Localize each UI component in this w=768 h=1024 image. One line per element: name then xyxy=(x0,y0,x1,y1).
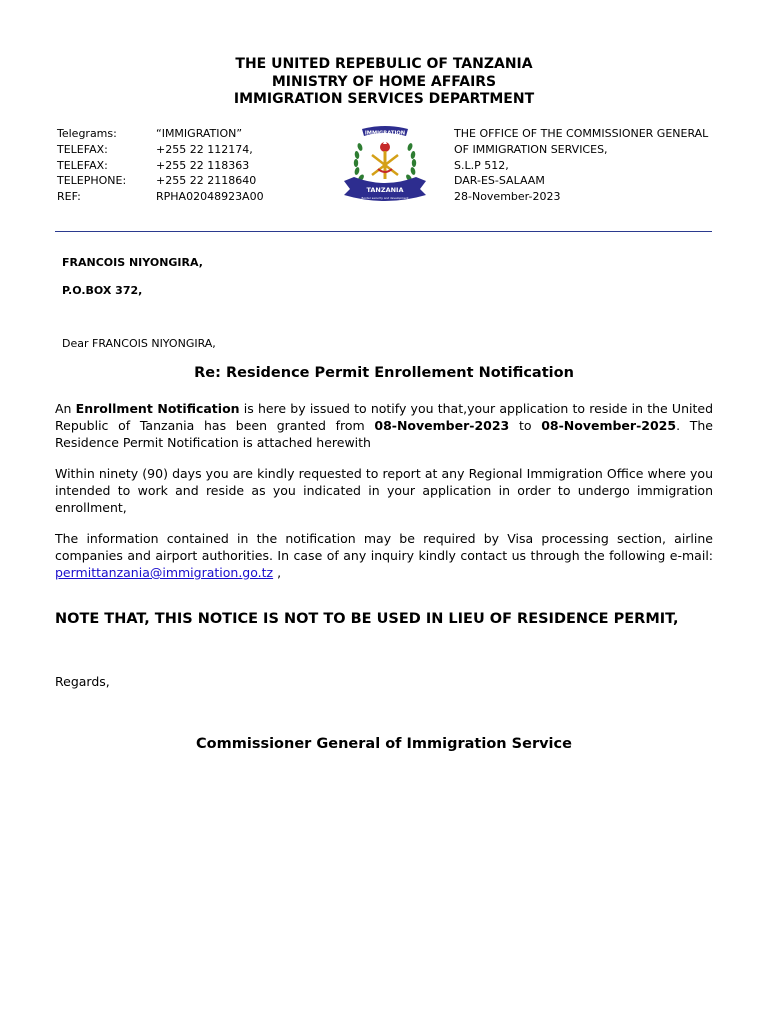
para-text: . The Residence Permit Notification is attached herewith xyxy=(55,418,713,450)
contact-row-telefax-1 xyxy=(57,142,264,158)
contact-label: Telegrams: xyxy=(57,127,117,140)
paragraph-notification xyxy=(55,400,713,451)
department-title: IMMIGRATION SERVICES DEPARTMENT xyxy=(233,91,535,107)
letter-date: 28-November-2023 xyxy=(454,190,561,204)
immigration-emblem-logo xyxy=(340,125,430,205)
office-line: THE OFFICE OF THE COMMISSIONER GENERAL xyxy=(454,127,709,140)
office-line: OF IMMIGRATION SERVICES, xyxy=(454,142,608,156)
contact-label: REF: xyxy=(57,190,81,204)
emblem-top-text: IMMIGRATION xyxy=(364,130,406,137)
letterhead xyxy=(0,56,768,109)
contact-row-telephone xyxy=(57,173,264,189)
subject-line: Re: Residence Permit Enrollement Notification xyxy=(194,365,574,381)
contact-value: +255 22 118363 xyxy=(156,158,250,172)
reference-number: RPHA02048923A00 xyxy=(156,190,264,204)
contact-row-telegrams xyxy=(57,126,264,142)
regards: Regards, xyxy=(55,674,110,689)
immigration-emblem-icon xyxy=(340,125,430,205)
emblem-banner-text: TANZANIA xyxy=(366,186,404,194)
paragraph-report: Within ninety (90) days you are kindly requested to report at any Regional Immigration Office where you intended to work and reside as you indicated in your application in order to undergo immigration enrollment, xyxy=(55,466,713,515)
contact-value: +255 22 112174, xyxy=(156,142,253,156)
contact-label: TELEPHONE: xyxy=(57,174,127,188)
email-link[interactable]: permittanzania@immigration.go.tz xyxy=(55,565,274,580)
recipient-name: FRANCOIS NIYONGIRA, xyxy=(62,256,203,269)
signoff: Commissioner General of Immigration Service xyxy=(196,736,572,752)
para-text: is here by issued to notify you that,your application to reside in the United Republic of Tanzania has been granted from xyxy=(55,401,713,433)
contact-row-telefax-2 xyxy=(57,158,264,174)
contact-block xyxy=(57,126,264,205)
emblem-motto: Border security and development xyxy=(361,196,409,200)
header-divider xyxy=(55,231,712,232)
office-line: DAR-ES-SALAAM xyxy=(454,174,545,188)
end-date: 08-November-2025 xyxy=(541,418,677,433)
paragraph-information xyxy=(55,530,713,581)
office-line: S.L.P 512, xyxy=(454,158,509,172)
para-text: The information contained in the notification may be required by Visa processing section, airline companies and airport authorities. In case of any inquiry kindly contact us through the following e-mail: xyxy=(55,531,713,563)
para-text: An xyxy=(55,401,76,416)
para-text: to xyxy=(509,418,542,433)
start-date: 08-November-2023 xyxy=(374,418,510,433)
contact-row-ref xyxy=(57,189,264,205)
para-bold: Enrollment Notification xyxy=(75,401,240,416)
ministry-title: MINISTRY OF HOME AFFAIRS xyxy=(271,73,497,90)
country-title: THE UNITED REPEBULIC OF TANZANIA xyxy=(235,56,533,72)
contact-value: +255 22 2118640 xyxy=(156,174,257,188)
recipient-box: P.O.BOX 372, xyxy=(62,284,143,297)
notice-warning: NOTE THAT, THIS NOTICE IS NOT TO BE USED IN LIEU OF RESIDENCE PERMIT, xyxy=(55,611,679,627)
office-address-block xyxy=(454,126,708,205)
contact-label: TELEFAX: xyxy=(57,158,108,172)
salutation: Dear FRANCOIS NIYONGIRA, xyxy=(62,337,216,350)
para-text: , xyxy=(273,565,282,580)
contact-value: “IMMIGRATION” xyxy=(156,127,243,140)
contact-label: TELEFAX: xyxy=(57,142,108,156)
